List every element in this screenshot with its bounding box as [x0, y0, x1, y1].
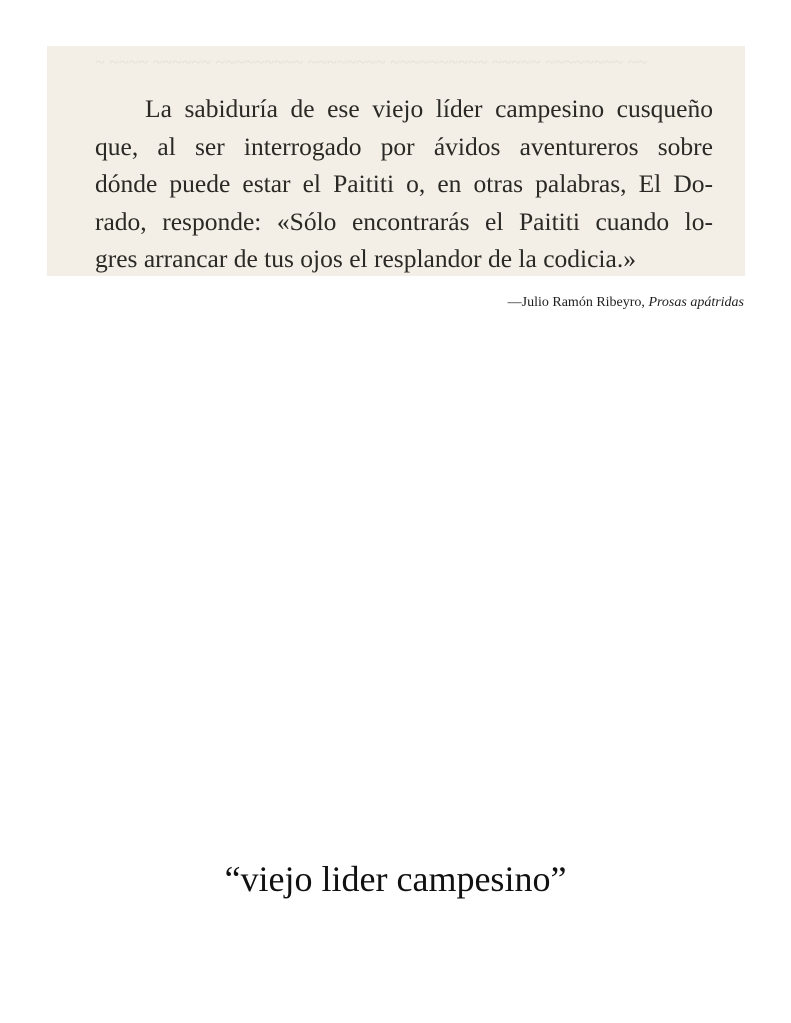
- highlight-quote: “viejo lider campesino”: [224, 859, 567, 899]
- book-scan-excerpt: [47, 46, 745, 276]
- scan-line: dónde puede estar el Paititi o, en otras palabras, El Do-: [95, 169, 713, 198]
- bleed-through-text: ~ ~~~~ ~~~~~~ ~~~~~~~~~ ~~~~~~~~ ~~~~~~~~~~ ~~~~~ ~~~~~~~~ ~~: [95, 52, 648, 72]
- scan-line: gres arrancar de tus ojos el resplandor de la codicia.»: [95, 244, 636, 273]
- attribution: [508, 295, 744, 311]
- scan-line: La sabiduría de ese viejo líder campesino cusqueño: [145, 94, 713, 123]
- attribution-work-title: Prosas apátridas: [648, 295, 744, 310]
- scan-line: que, al ser interrogado por ávidos aventureros sobre: [95, 131, 713, 161]
- attribution-author: —Julio Ramón Ribeyro,: [507, 295, 645, 310]
- scan-line: rado, responde: «Sólo encontrarás el Paititi cuando lo-: [95, 206, 713, 236]
